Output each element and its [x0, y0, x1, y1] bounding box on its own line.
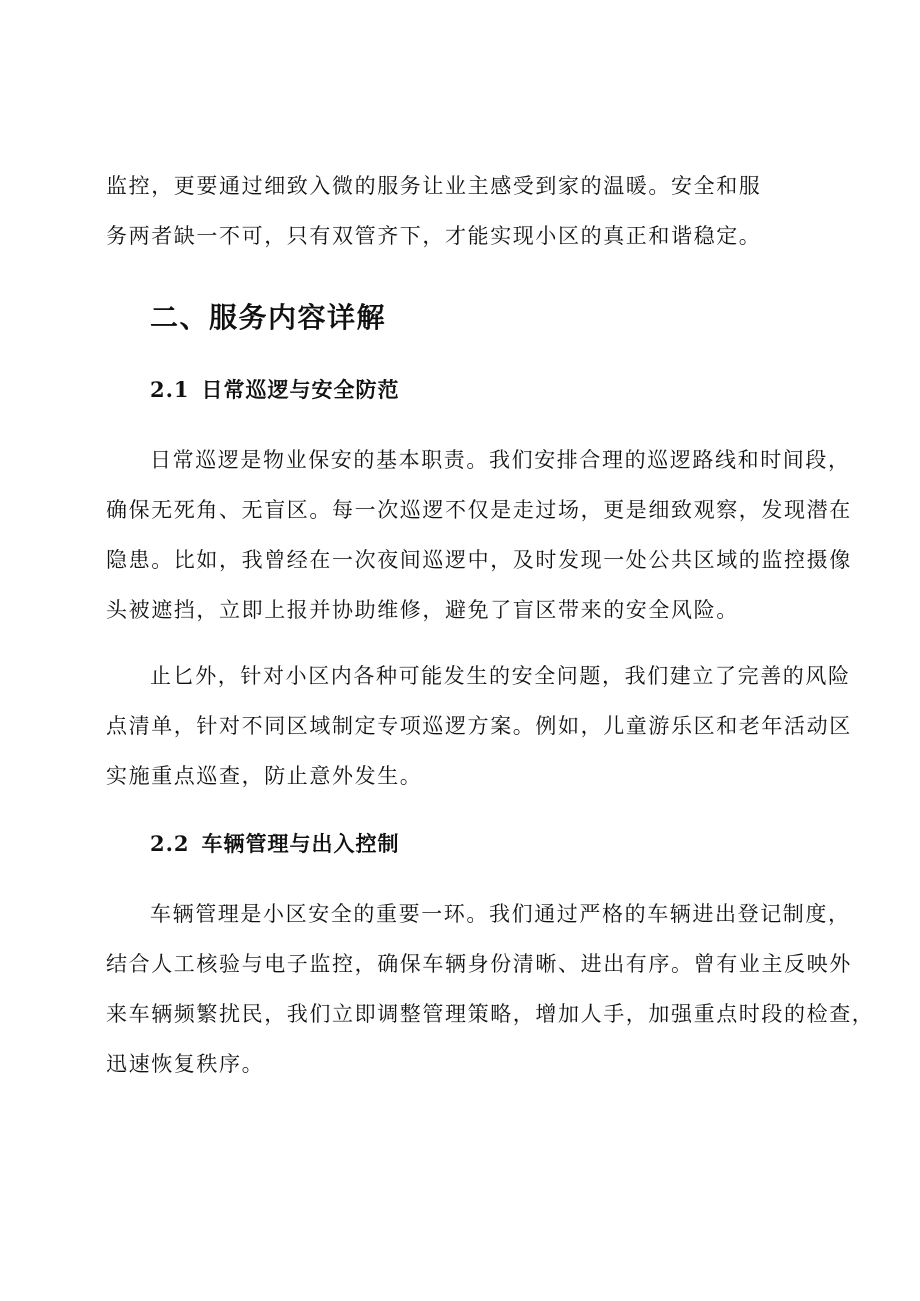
s22-p1-line-1: 车辆管理是小区安全的重要一环。我们通过严格的车辆进出登记制度， [150, 902, 851, 926]
section-2-heading: 二、服务内容详解 [150, 301, 387, 334]
s21-p1-line-3: 隐患。比如，我曾经在一次夜间巡逻中，及时发现一处公共区域的监控摄像 [106, 548, 852, 572]
section-2-2-heading [150, 828, 400, 858]
section-2-1-title: 日常巡逻与安全防范 [201, 378, 400, 402]
s21-p1-line-4: 头被遮挡，立即上报并协助维修，避免了盲区带来的安全风险。 [106, 598, 739, 622]
s21-p1-line-2: 确保无死角、无盲区。每一次巡逻不仅是走过场，更是细致观察，发现潜在 [106, 498, 852, 522]
s21-p2-line-3: 实施重点巡查，防止意外发生。 [106, 764, 423, 788]
intro-line-1: 监控，更要通过细致入微的服务让业主感受到家的温暖。安全和服 [106, 174, 762, 198]
intro-line-2: 务两者缺一不可，只有双管齐下，才能实现小区的真正和谐稳定。 [106, 224, 762, 248]
s22-p1-line-2: 结合人工核验与电子监控，确保车辆身份清晰、进出有序。曾有业主反映外 [106, 952, 852, 976]
section-2-2-title: 车辆管理与出入控制 [201, 832, 400, 856]
s21-p2-line-1: 止匕外，针对小区内各种可能发生的安全问题，我们建立了完善的风险 [150, 664, 851, 688]
s22-p1-line-4: 迅速恢复秩序。 [106, 1052, 265, 1076]
s21-p2-line-2: 点清单，针对不同区域制定专项巡逻方案。例如，儿童游乐区和老年活动区 [106, 714, 852, 738]
s22-p1-line-3: 来车辆频繁扰民，我们立即调整管理策略，增加人手，加强重点时段的检查， [106, 1002, 875, 1026]
section-2-2-number: 2.2 [150, 831, 190, 856]
s21-p1-line-1: 日常巡逻是物业保安的基本职责。我们安排合理的巡逻路线和时间段， [150, 448, 851, 472]
section-2-1-heading [150, 374, 400, 404]
section-2-1-number: 2.1 [150, 377, 190, 402]
